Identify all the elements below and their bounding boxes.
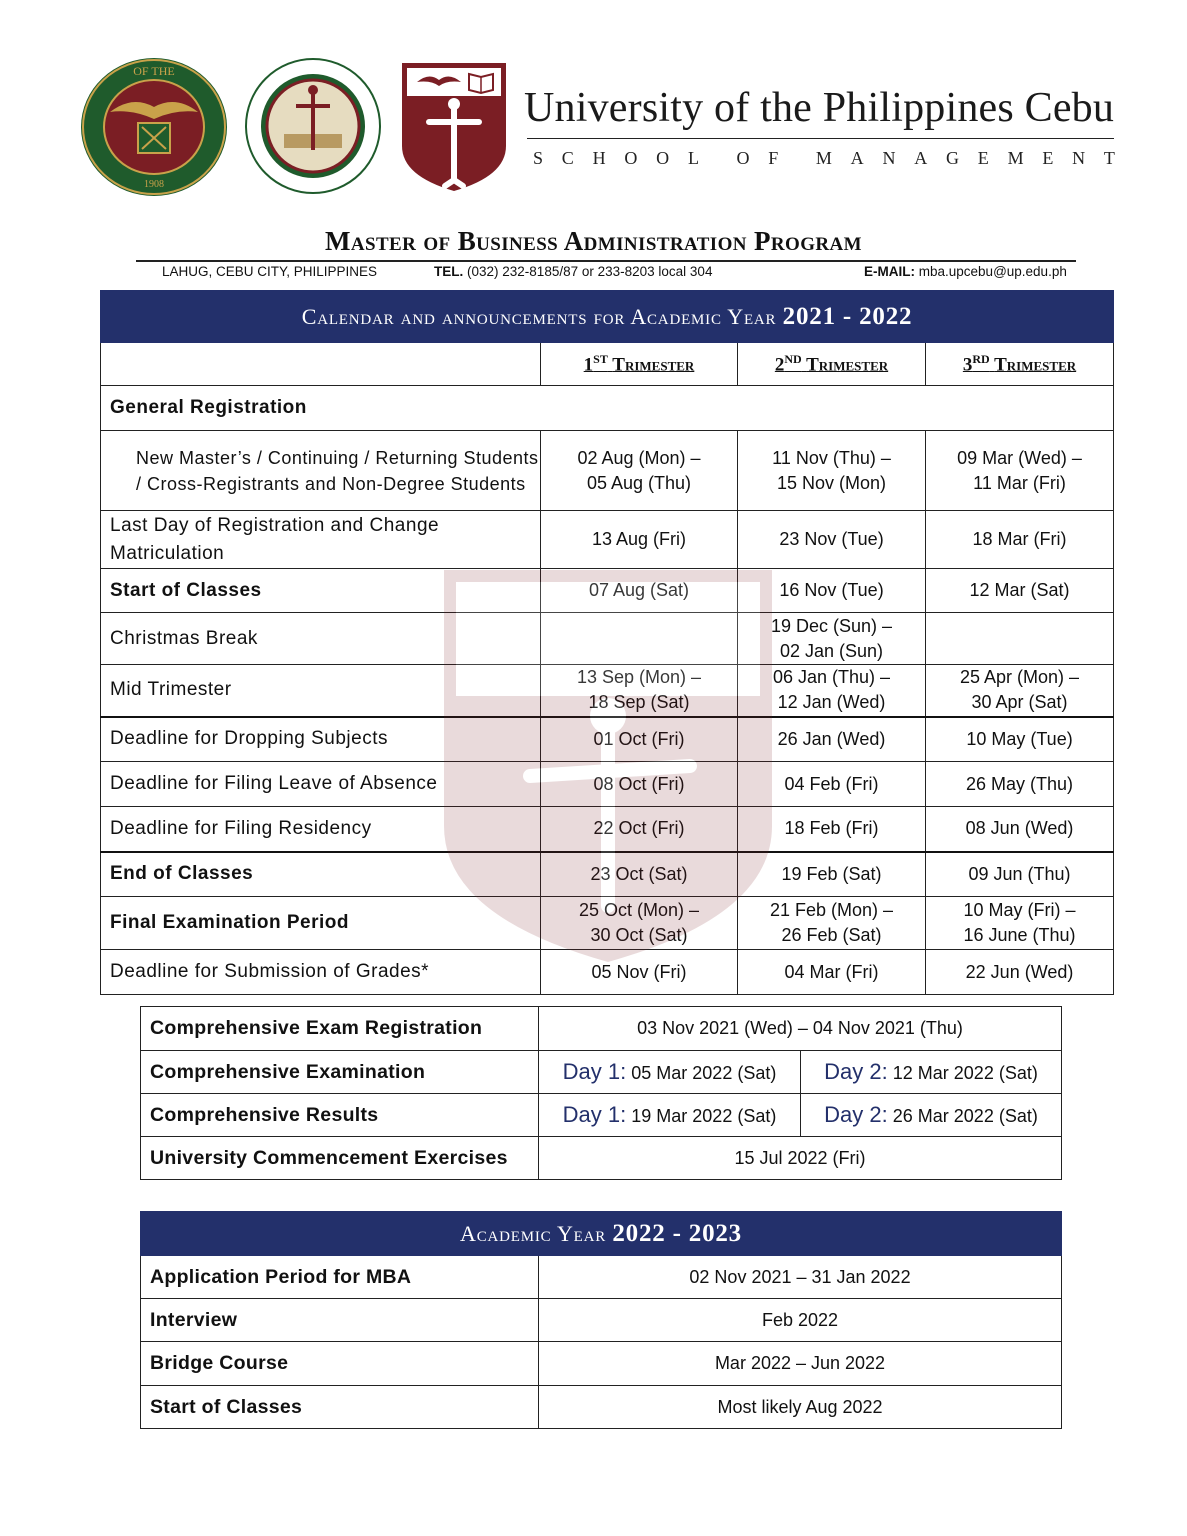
row-label: Mid Trimester	[101, 665, 541, 717]
trimester-1-date: 08 Oct (Fri)	[541, 762, 738, 807]
seal-text-year: 1908	[144, 179, 164, 190]
trimester-2-date: 11 Nov (Thu) – 15 Nov (Mon)	[738, 431, 926, 511]
table-row	[141, 1051, 1062, 1094]
table-row	[141, 1007, 1062, 1051]
general-registration-label: General Registration	[101, 386, 1114, 431]
row-label: Christmas Break	[101, 613, 541, 665]
calendar-title-year: 2021 - 2022	[782, 302, 913, 330]
school-letter: N	[882, 148, 896, 168]
table-row	[141, 1299, 1062, 1342]
school-letter: E	[977, 148, 989, 168]
trimester-2-date: 18 Feb (Fri)	[738, 807, 926, 852]
row-label: Comprehensive Results	[141, 1094, 539, 1137]
school-letter: S	[533, 148, 544, 168]
table-row	[101, 852, 1114, 897]
trimester-2-date: 06 Jan (Thu) – 12 Jan (Wed)	[738, 665, 926, 717]
university-name-rule	[527, 138, 1114, 139]
table-row	[101, 665, 1114, 717]
table-row	[141, 1342, 1062, 1386]
university-name: University of the Philippines Cebu	[524, 85, 1115, 131]
school-letter: A	[914, 148, 928, 168]
telephone-label: TEL.	[434, 264, 464, 279]
school-letter: T	[1103, 148, 1115, 168]
program-title-rule	[136, 260, 1076, 262]
trimester-2-date: 21 Feb (Mon) – 26 Feb (Sat)	[738, 897, 926, 950]
trimester-2-date: 04 Mar (Fri)	[738, 950, 926, 995]
up-cebu-seal-logo	[244, 58, 382, 194]
school-letter: F	[768, 148, 779, 168]
school-letter: L	[687, 148, 699, 168]
row-label: Deadline for Filing Residency	[101, 807, 541, 852]
telephone-number: (032) 232-8185/87 or 233-8203 local 304	[467, 264, 713, 279]
trimester-3-date: 18 Mar (Fri)	[926, 511, 1114, 569]
trimester-3-header: 3RD Trimester	[926, 343, 1114, 386]
row-value: Mar 2022 – Jun 2022	[539, 1342, 1062, 1386]
comprehensive-exam-table	[140, 1006, 1062, 1180]
trimester-2-date: 23 Nov (Tue)	[738, 511, 926, 569]
trimester-2-date: 04 Feb (Fri)	[738, 762, 926, 807]
row-label: Deadline for Dropping Subjects	[101, 717, 541, 762]
table-row	[101, 807, 1114, 852]
trimester-header-row	[101, 343, 1114, 386]
row-label: Comprehensive Exam Registration	[141, 1007, 539, 1051]
table-row	[101, 569, 1114, 613]
table-row	[101, 717, 1114, 762]
school-letter: A	[850, 148, 864, 168]
row-label: Start of Classes	[141, 1386, 539, 1429]
trimester-1-header: 1ST Trimester	[541, 343, 738, 386]
trimester-3-date: 10 May (Fri) – 16 June (Thu)	[926, 897, 1114, 950]
results-day-1: Day 1: 19 Mar 2022 (Sat)	[539, 1094, 801, 1137]
school-letter: O	[656, 148, 670, 168]
school-of-management-label	[533, 148, 1115, 169]
blank-header-cell	[101, 343, 541, 386]
trimester-3-date: 26 May (Thu)	[926, 762, 1114, 807]
row-value: Most likely Aug 2022	[539, 1386, 1062, 1429]
trimester-1-date: 25 Oct (Mon) – 30 Oct (Sat)	[541, 897, 738, 950]
trimester-3-date: 09 Mar (Wed) – 11 Mar (Fri)	[926, 431, 1114, 511]
school-letter: G	[946, 148, 959, 168]
row-label: University Commencement Exercises	[141, 1137, 539, 1180]
row-label: Deadline for Filing Leave of Absence	[101, 762, 541, 807]
school-of-management-shield-logo	[399, 60, 509, 193]
results-day-2: Day 2: 26 Mar 2022 (Sat)	[801, 1094, 1062, 1137]
row-label: Comprehensive Examination	[141, 1051, 539, 1094]
telephone	[434, 264, 712, 279]
trimester-3-date: 22 Jun (Wed)	[926, 950, 1114, 995]
trimester-1-date: 07 Aug (Sat)	[541, 569, 738, 613]
table-row	[141, 1094, 1062, 1137]
row-label: Bridge Course	[141, 1342, 539, 1386]
school-letter: M	[1007, 148, 1024, 168]
trimester-1-date	[541, 613, 738, 665]
up-seal-logo	[80, 57, 228, 197]
table-row	[141, 1137, 1062, 1180]
trimester-3-date: 25 Apr (Mon) – 30 Apr (Sat)	[926, 665, 1114, 717]
trimester-3-date	[926, 613, 1114, 665]
trimester-1-date: 13 Sep (Mon) – 18 Sep (Sat)	[541, 665, 738, 717]
trimester-1-date: 13 Aug (Fri)	[541, 511, 738, 569]
row-label: Last Day of Registration and Change Matriculation	[101, 511, 541, 569]
academic-year-title-text: Academic Year	[460, 1220, 607, 1246]
row-label: End of Classes	[101, 852, 541, 897]
address: LAHUG, CEBU CITY, PHILIPPINES	[162, 264, 378, 279]
trimester-2-header: 2ND Trimester	[738, 343, 926, 386]
general-registration-row	[101, 386, 1114, 431]
table-row	[101, 950, 1114, 995]
trimester-2-date: 16 Nov (Tue)	[738, 569, 926, 613]
row-value: Feb 2022	[539, 1299, 1062, 1342]
trimester-1-date: 05 Nov (Fri)	[541, 950, 738, 995]
academic-year-title	[141, 1212, 1062, 1256]
trimester-1-date: 02 Aug (Mon) – 05 Aug (Thu)	[541, 431, 738, 511]
row-label: New Master’s / Continuing / Returning Students / Cross-Registrants and Non-Degree Students	[101, 431, 541, 511]
seal-text-of-the: OF THE	[133, 64, 175, 78]
trimester-1-date: 23 Oct (Sat)	[541, 852, 738, 897]
calendar-title-text: Calendar and announcements for Academic Year	[301, 303, 777, 329]
email-address: mba.upcebu@up.edu.ph	[918, 264, 1067, 279]
school-letter: O	[736, 148, 750, 168]
academic-calendar-table	[100, 290, 1114, 995]
table-row	[141, 1386, 1062, 1429]
trimester-2-date: 19 Dec (Sun) – 02 Jan (Sun)	[738, 613, 926, 665]
row-label: Interview	[141, 1299, 539, 1342]
row-label: Deadline for Submission of Grades*	[101, 950, 541, 995]
trimester-3-date: 08 Jun (Wed)	[926, 807, 1114, 852]
trimester-2-date: 19 Feb (Sat)	[738, 852, 926, 897]
trimester-3-date: 10 May (Tue)	[926, 717, 1114, 762]
school-letter: O	[624, 148, 638, 168]
calendar-title	[101, 291, 1114, 343]
trimester-3-date: 12 Mar (Sat)	[926, 569, 1114, 613]
trimester-1-date: 01 Oct (Fri)	[541, 717, 738, 762]
academic-year-title-row	[141, 1212, 1062, 1256]
table-row	[101, 762, 1114, 807]
calendar-title-row	[101, 291, 1114, 343]
academic-year-title-year: 2022 - 2023	[612, 1219, 742, 1247]
registration-dates: 03 Nov 2021 (Wed) – 04 Nov 2021 (Thu)	[539, 1007, 1062, 1051]
commencement-date: 15 Jul 2022 (Fri)	[539, 1137, 1062, 1180]
trimester-1-date: 22 Oct (Fri)	[541, 807, 738, 852]
email-label: E-MAIL:	[864, 264, 915, 279]
school-letter: M	[815, 148, 832, 168]
table-row	[101, 613, 1114, 665]
table-row	[101, 431, 1114, 511]
table-row	[101, 897, 1114, 950]
trimester-3-date: 09 Jun (Thu)	[926, 852, 1114, 897]
school-letter: C	[561, 148, 574, 168]
exam-day-2: Day 2: 12 Mar 2022 (Sat)	[801, 1051, 1062, 1094]
table-row	[101, 511, 1114, 569]
trimester-2-date: 26 Jan (Wed)	[738, 717, 926, 762]
school-letter: E	[1042, 148, 1054, 168]
academic-year-2022-2023-table	[140, 1211, 1062, 1429]
school-letter: N	[1072, 148, 1086, 168]
program-title: Master of Business Administration Program	[324, 226, 862, 256]
row-label: Start of Classes	[101, 569, 541, 613]
row-label: Application Period for MBA	[141, 1256, 539, 1299]
exam-day-1: Day 1: 05 Mar 2022 (Sat)	[539, 1051, 801, 1094]
school-letter: H	[592, 148, 606, 168]
row-label: Final Examination Period	[101, 897, 541, 950]
email	[864, 264, 1067, 279]
table-row	[141, 1256, 1062, 1299]
row-value: 02 Nov 2021 – 31 Jan 2022	[539, 1256, 1062, 1299]
